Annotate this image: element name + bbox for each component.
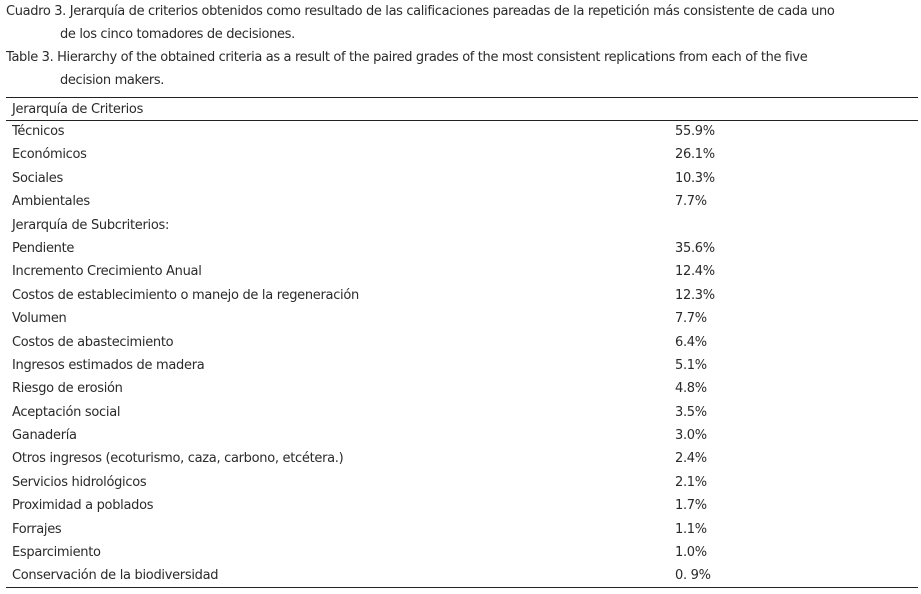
- table-row: [12, 260, 912, 283]
- criterion-value: 12.3%: [675, 287, 715, 303]
- criterion-value: 1.7%: [675, 498, 707, 514]
- criterion-label: Ambientales: [12, 194, 90, 210]
- table-row: [12, 331, 912, 354]
- table-row: [12, 237, 912, 260]
- table-top-rule: [6, 97, 918, 98]
- caption-en-line2: decision makers.: [60, 73, 165, 88]
- criterion-value: 7.7%: [675, 311, 707, 327]
- table-row: [12, 307, 912, 330]
- table-header: Jerarquía de Criterios: [12, 102, 144, 117]
- criterion-value: 6.4%: [675, 334, 707, 350]
- criterion-label: Ganadería: [12, 428, 77, 444]
- table-row: [12, 541, 912, 564]
- table-row: [12, 447, 912, 470]
- caption-es-line1: Cuadro 3. Jerarquía de criterios obtenidos como resultado de las calificaciones pareadas de la repetición más consistente de cada uno: [6, 4, 835, 19]
- criterion-label: Proximidad a poblados: [12, 498, 154, 514]
- criterion-label: Costos de abastecimiento: [12, 334, 174, 350]
- criterion-label: Conservación de la biodiversidad: [12, 568, 219, 584]
- criterion-label: Costos de establecimiento o manejo de la regeneración: [12, 287, 359, 303]
- criterion-value: 4.8%: [675, 381, 707, 397]
- criterion-value: 10.3%: [675, 170, 715, 186]
- table-row: [12, 143, 912, 166]
- criterion-value: 55.9%: [675, 124, 715, 139]
- table-row: [12, 377, 912, 400]
- criterion-label: Pendiente: [12, 240, 75, 256]
- criterion-label: Riesgo de erosión: [12, 381, 123, 397]
- criterion-label: Incremento Crecimiento Anual: [12, 264, 202, 280]
- criterion-value: 35.6%: [675, 240, 715, 256]
- criterion-value: 2.4%: [675, 451, 707, 467]
- criterion-label: Esparcimiento: [12, 545, 101, 561]
- criterion-label: Otros ingresos (ecoturismo, caza, carbono, etcétera.): [12, 451, 344, 467]
- table-row: [12, 120, 912, 143]
- criterion-value: 26.1%: [675, 147, 715, 163]
- criterion-value: 3.5%: [675, 404, 707, 420]
- table-bottom-rule: [6, 587, 918, 588]
- table-row: [12, 190, 912, 213]
- table-row: [12, 401, 912, 424]
- criterion-value: [675, 214, 912, 237]
- criterion-value: 3.0%: [675, 428, 707, 444]
- criterion-label: Aceptación social: [12, 404, 121, 420]
- criterion-label: Servicios hidrológicos: [12, 474, 147, 490]
- table-row: [12, 167, 912, 190]
- caption-spanish: [6, 0, 918, 46]
- criterion-label: Jerarquía de Subcriterios:: [12, 217, 170, 233]
- caption-es-line2: de los cinco tomadores de decisiones.: [60, 27, 295, 42]
- table-row: [12, 564, 912, 587]
- table-row: [12, 494, 912, 517]
- table-row: [12, 424, 912, 447]
- criteria-table: [12, 120, 912, 588]
- table-row: [12, 214, 912, 237]
- criterion-label: Ingresos estimados de madera: [12, 357, 205, 373]
- criterion-label: Forrajes: [12, 521, 62, 537]
- table-row: [12, 354, 912, 377]
- criterion-value: 5.1%: [675, 357, 707, 373]
- criterion-value: 1.0%: [675, 545, 707, 561]
- criterion-label: Sociales: [12, 170, 63, 186]
- criterion-value: 12.4%: [675, 264, 715, 280]
- table-row: [12, 471, 912, 494]
- criterion-label: Volumen: [12, 311, 67, 327]
- criterion-label: Técnicos: [12, 124, 65, 139]
- table-row: [12, 518, 912, 541]
- criterion-value: 0. 9%: [675, 568, 711, 584]
- criterion-value: 1.1%: [675, 521, 707, 537]
- criterion-value: 2.1%: [675, 474, 707, 490]
- criterion-label: Económicos: [12, 147, 87, 163]
- criterion-value: 7.7%: [675, 194, 707, 210]
- caption-english: [6, 46, 918, 92]
- table-row: [12, 284, 912, 307]
- caption-en-line1: Table 3. Hierarchy of the obtained criteria as a result of the paired grades of the most consistent replications from each of the five: [6, 50, 808, 65]
